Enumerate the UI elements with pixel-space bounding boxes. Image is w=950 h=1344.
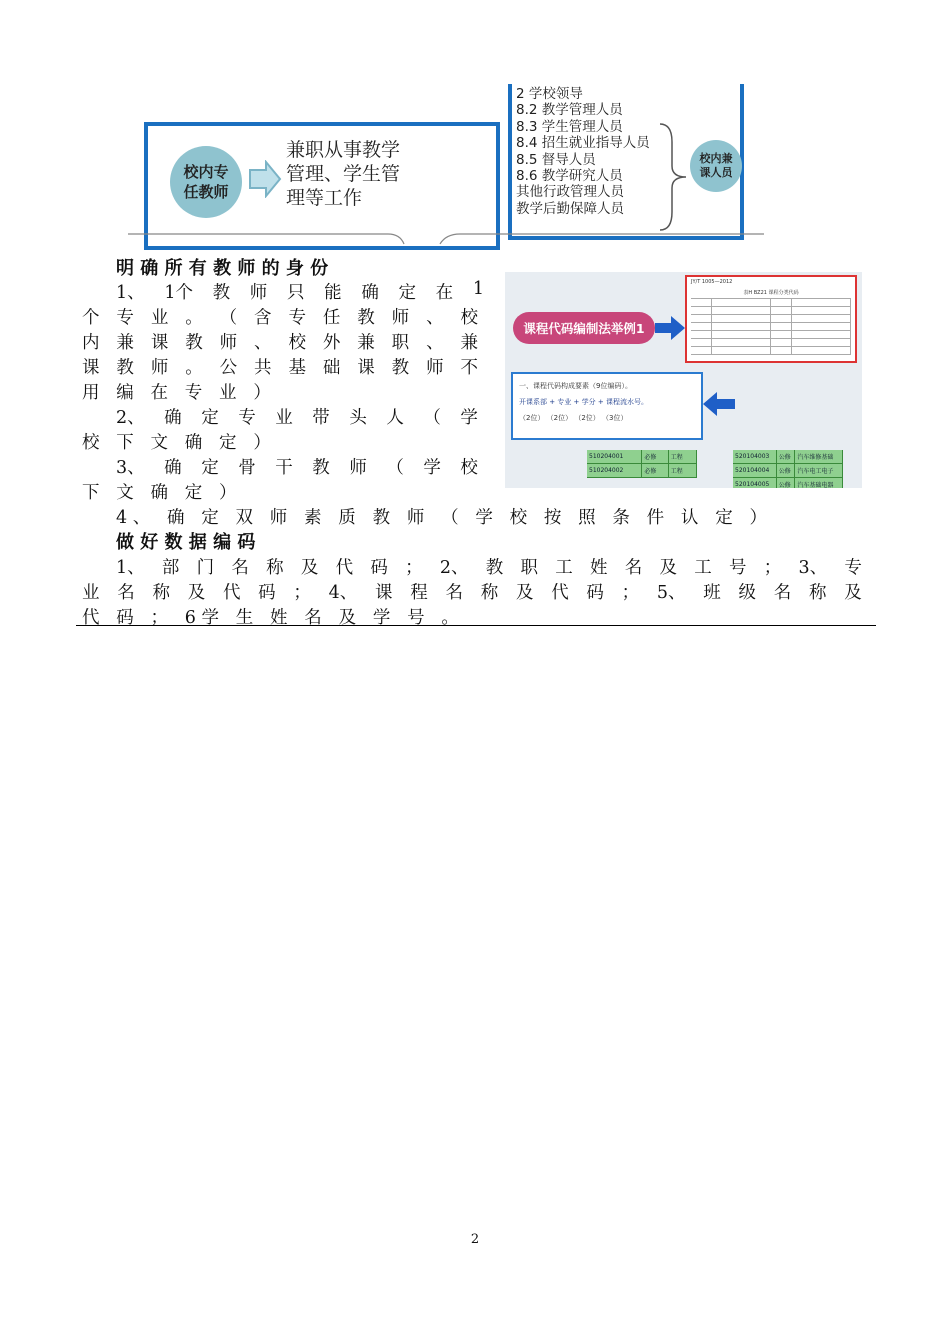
course-code-figure [505, 272, 862, 488]
page-number: 2 [470, 1232, 480, 1247]
circle-text-2: 任教师 [183, 183, 229, 201]
table-cell: 汽车电工电子 [795, 464, 843, 477]
body-line: 1、 部 门 名 称 及 代 码 ； 2、 教 职 工 姓 名 及 工 号 ； 3、 专 [116, 558, 862, 578]
role-diagram [128, 84, 764, 244]
doc1-title: 表H BZ21 课程分类代码 [743, 290, 799, 296]
course-code-standard-doc [685, 275, 857, 363]
course-table-left [587, 450, 697, 478]
course-table-right [733, 450, 843, 488]
table-cell: 工程 [669, 464, 697, 477]
table-cell: 必修 [642, 450, 668, 463]
table-cell: 公修 [777, 478, 796, 488]
body-line: 下 文 确 定 ） [82, 483, 243, 503]
role-item: 8.4 招生就业指导人员 [516, 135, 650, 152]
table-cell: 工程 [669, 450, 697, 463]
doc1-header: JY/T 1005—2012 [691, 279, 733, 285]
role-item: 8.3 学生管理人员 [516, 118, 623, 135]
section-divider [76, 625, 876, 626]
doc2-bits: （2位） （2位） （2位） （3位） [519, 414, 628, 422]
duty-line-3: 理等工作 [286, 187, 363, 209]
role-item: 其他行政管理人员 [516, 184, 624, 201]
section-heading-identity: 明 确 所 有 教 师 的 身 份 [116, 258, 329, 279]
table-cell: 510204001 [587, 450, 642, 463]
table-cell: 公修 [777, 450, 796, 463]
role-item: 8.5 督导人员 [516, 151, 596, 168]
role-item: 教学后勤保障人员 [516, 200, 624, 217]
body-line: 2、 确 定 专 业 带 头 人 （ 学 [116, 408, 478, 428]
section-heading-encoding: 做 好 数 据 编 码 [116, 532, 256, 553]
brace-icon [658, 122, 688, 236]
body-line: 课 教 师 。 公 共 基 础 课 教 师 不 [82, 358, 478, 378]
doc2-line1: 一、课程代码构成要素（9位编码）。 [519, 382, 632, 390]
table-cell: 520104004 [733, 464, 777, 477]
right-arrow-icon [655, 316, 685, 340]
body-line: 校 下 文 确 定 ） [82, 433, 277, 453]
example-1-pill: 课程代码编制法举例1 [513, 312, 655, 344]
body-line: 4、 确 定 双 师 素 质 教 师 （ 学 校 按 照 条 件 认 定 ） [116, 508, 773, 528]
table-cell: 汽车维修基础 [795, 450, 843, 463]
body-line: 用 编 在 专 业 ） [82, 383, 277, 403]
table-cell: 520104005 [733, 478, 777, 488]
duty-line-2: 管理、学生管 [286, 163, 401, 185]
table-cell: 520104003 [733, 450, 777, 463]
table-cell: 公修 [777, 464, 796, 477]
left-arrow-icon [703, 392, 735, 416]
teacher-role-box [144, 122, 500, 250]
body-line: 业 名 称 及 代 码 ； 4、 课 程 名 称 及 代 码 ； 5、 班 级 名 称 及 [82, 583, 862, 603]
circle2-text-2: 课人员 [699, 166, 733, 179]
connector-curve-icon [128, 232, 764, 246]
body-line: 个 专 业 。 （ 含 专 任 教 师 、 校 [82, 308, 478, 328]
body-line: 3、 确 定 骨 干 教 师 （ 学 校 [116, 458, 478, 478]
duty-line-1: 兼职从事教学 [286, 139, 401, 161]
role-item: 8.2 教学管理人员 [516, 102, 623, 119]
body-line: 内 兼 课 教 师 、 校 外 兼 职 、 兼 [82, 333, 478, 353]
part-time-staff-circle [690, 140, 742, 192]
role-item: 2 学校领导 [516, 86, 583, 102]
course-code-rule-doc [511, 372, 703, 440]
doc2-parts: 开课系部 + 专业 + 学分 + 课程流水号。 [519, 398, 648, 406]
body-line: 1、 1个 教 师 只 能 确 定 在 1 [116, 279, 484, 303]
circle2-text-1: 校内兼 [699, 152, 733, 165]
full-time-teacher-circle [170, 146, 242, 218]
table-cell: 必修 [642, 464, 668, 477]
table-cell: 汽车基础电器 [795, 478, 843, 488]
circle-text-1: 校内专 [183, 163, 229, 181]
body-line: 代 码 ； 6学 生 姓 名 及 学 号 。 [82, 608, 465, 628]
part-time-duty-text [286, 138, 400, 210]
table-cell: 510204002 [587, 464, 642, 477]
role-item: 8.6 教学研究人员 [516, 168, 623, 185]
